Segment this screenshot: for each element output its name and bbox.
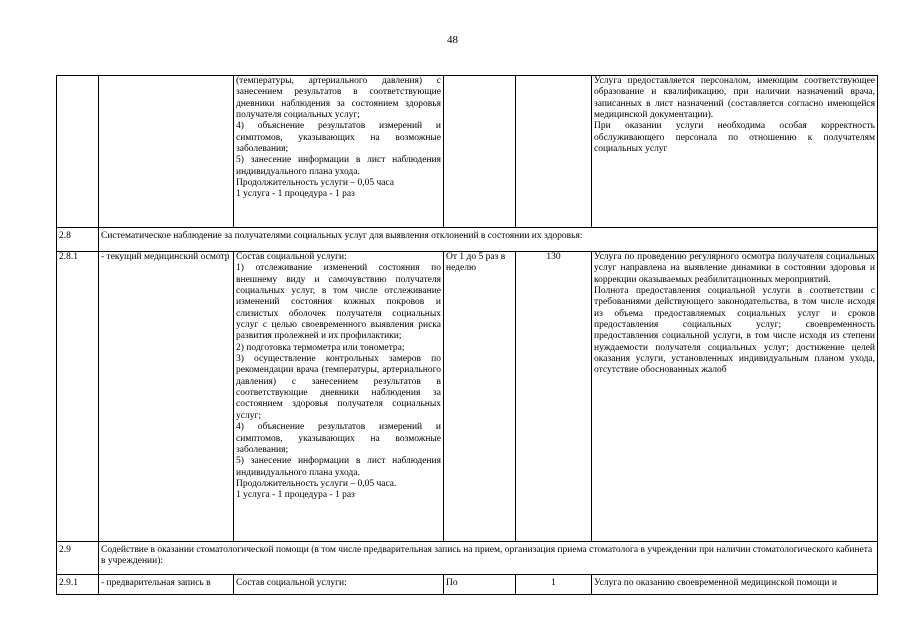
service-frequency [444, 76, 516, 228]
service-composition [234, 575, 444, 595]
service-volume [516, 76, 592, 228]
service-code: 2.9.1 [57, 575, 99, 595]
composition-line: 1 услуга - 1 процедура - 1 раз [236, 490, 355, 501]
service-code: 2.8.1 [57, 252, 99, 542]
table-row [57, 76, 878, 228]
section-row [57, 542, 878, 575]
composition-line: Состав социальной услуги: [236, 578, 347, 588]
page-number: 48 [447, 34, 458, 46]
service-name: - предварительная запись в [99, 575, 234, 595]
composition-line: 5) занесение информации в лист наблюдения индивидуального плана ухода. [236, 155, 441, 177]
table-row [57, 575, 878, 595]
service-code [57, 76, 99, 228]
service-frequency: По [444, 575, 516, 595]
section-code: 2.8 [57, 228, 99, 252]
table-row [57, 252, 878, 542]
section-code: 2.9 [57, 542, 99, 575]
services-table [56, 75, 878, 595]
service-frequency: От 1 до 5 раз в неделю [444, 252, 516, 542]
composition-line: Продолжительность услуги – 0,05 часа. [236, 478, 397, 489]
composition-line: 4) объяснение результатов измерений и симптомов, указывающих на возможные заболевания; [236, 422, 441, 455]
service-conditions [592, 252, 878, 542]
service-composition [234, 76, 444, 228]
service-volume: 130 [516, 252, 592, 542]
composition-line: 5) занесение информации в лист наблюдения индивидуального плана ухода. [236, 456, 441, 478]
conditions-paragraph: Услуга предоставляется персоналом, имеющим соответствующее образование и квалификацию, при наличии назначений врача, записанных в лист назначений (составляется согласно имеющейся медицинской документации). [594, 76, 875, 121]
service-name [99, 76, 234, 228]
composition-line: 4) объяснение результатов измерений и симптомов, указывающих на возможные заболевания; [236, 121, 441, 155]
composition-line: Состав социальной услуги: [236, 252, 347, 262]
conditions-paragraph: При оказании услуги необходима особая корректность обслуживающего персонала по отношению к получателям социальных услуг [594, 121, 875, 155]
conditions-paragraph: Услуга по оказанию своевременной медицинской помощи и [594, 578, 837, 588]
section-title: Систематическое наблюдение за получателями социальных услуг для выявления отклонений в состоянии их здоровья: [99, 228, 878, 252]
conditions-paragraph: Полнота предоставления социальной услуги в соответствии с требованиями действующего законодательства, в том числе исходя из объема предоставляемых социальных услуг и сроков предоставления социальных услуг; своевременность предоставления социальной услуги, в том числе исходя из степени нуждаемости получателя социальных услуг; достижение целей оказания услуги, установленных индивидуальным планом ухода, отсутствие обоснованных жалоб [594, 286, 875, 376]
service-conditions [592, 76, 878, 228]
composition-line: 2) подготовка термометра или тонометра; [236, 342, 405, 353]
service-volume: 1 [516, 575, 592, 595]
service-name: - текущий медицинский осмотр [99, 252, 234, 542]
service-conditions [592, 575, 878, 595]
composition-line: 3) осуществление контрольных замеров по рекомендации врача (температуры, артериального давления) с занесением результатов в соответствующие дневники наблюдения за состоянием здоровья получателя социальных услуг; [236, 354, 441, 421]
conditions-paragraph: Услуга по проведению регулярного осмотра получателя социальных услуг направлена на выявление динамики в состоянии здоровья и коррекции оказываемых реабилитационных мероприятий. [594, 252, 875, 285]
composition-line: 1) отслеживание изменений состояния по внешнему виду и самочувствию получателя социальных услуг, в том числе отслеживание изменений состояния кожных покровов и слизистых оболочек получателя социальных услуг с целью своевременного выявления риска развития пролежней и их профилактики; [236, 263, 441, 342]
service-composition [234, 252, 444, 542]
composition-line: Продолжительность услуги – 0,05 часа [236, 178, 395, 189]
section-title: Содействие в оказании стоматологической помощи (в том числе предварительная запись на прием, организация приема стоматолога в учреждении при наличии стоматологического кабинета в учреждении): [99, 542, 878, 575]
composition-line: 1 услуга - 1 процедура - 1 раз [236, 189, 355, 200]
composition-line: (температуры, артериального давления) с занесением результатов в соответствующие дневники наблюдения за состоянием здоровья получателя социальных услуг; [236, 76, 441, 121]
section-row [57, 228, 878, 252]
